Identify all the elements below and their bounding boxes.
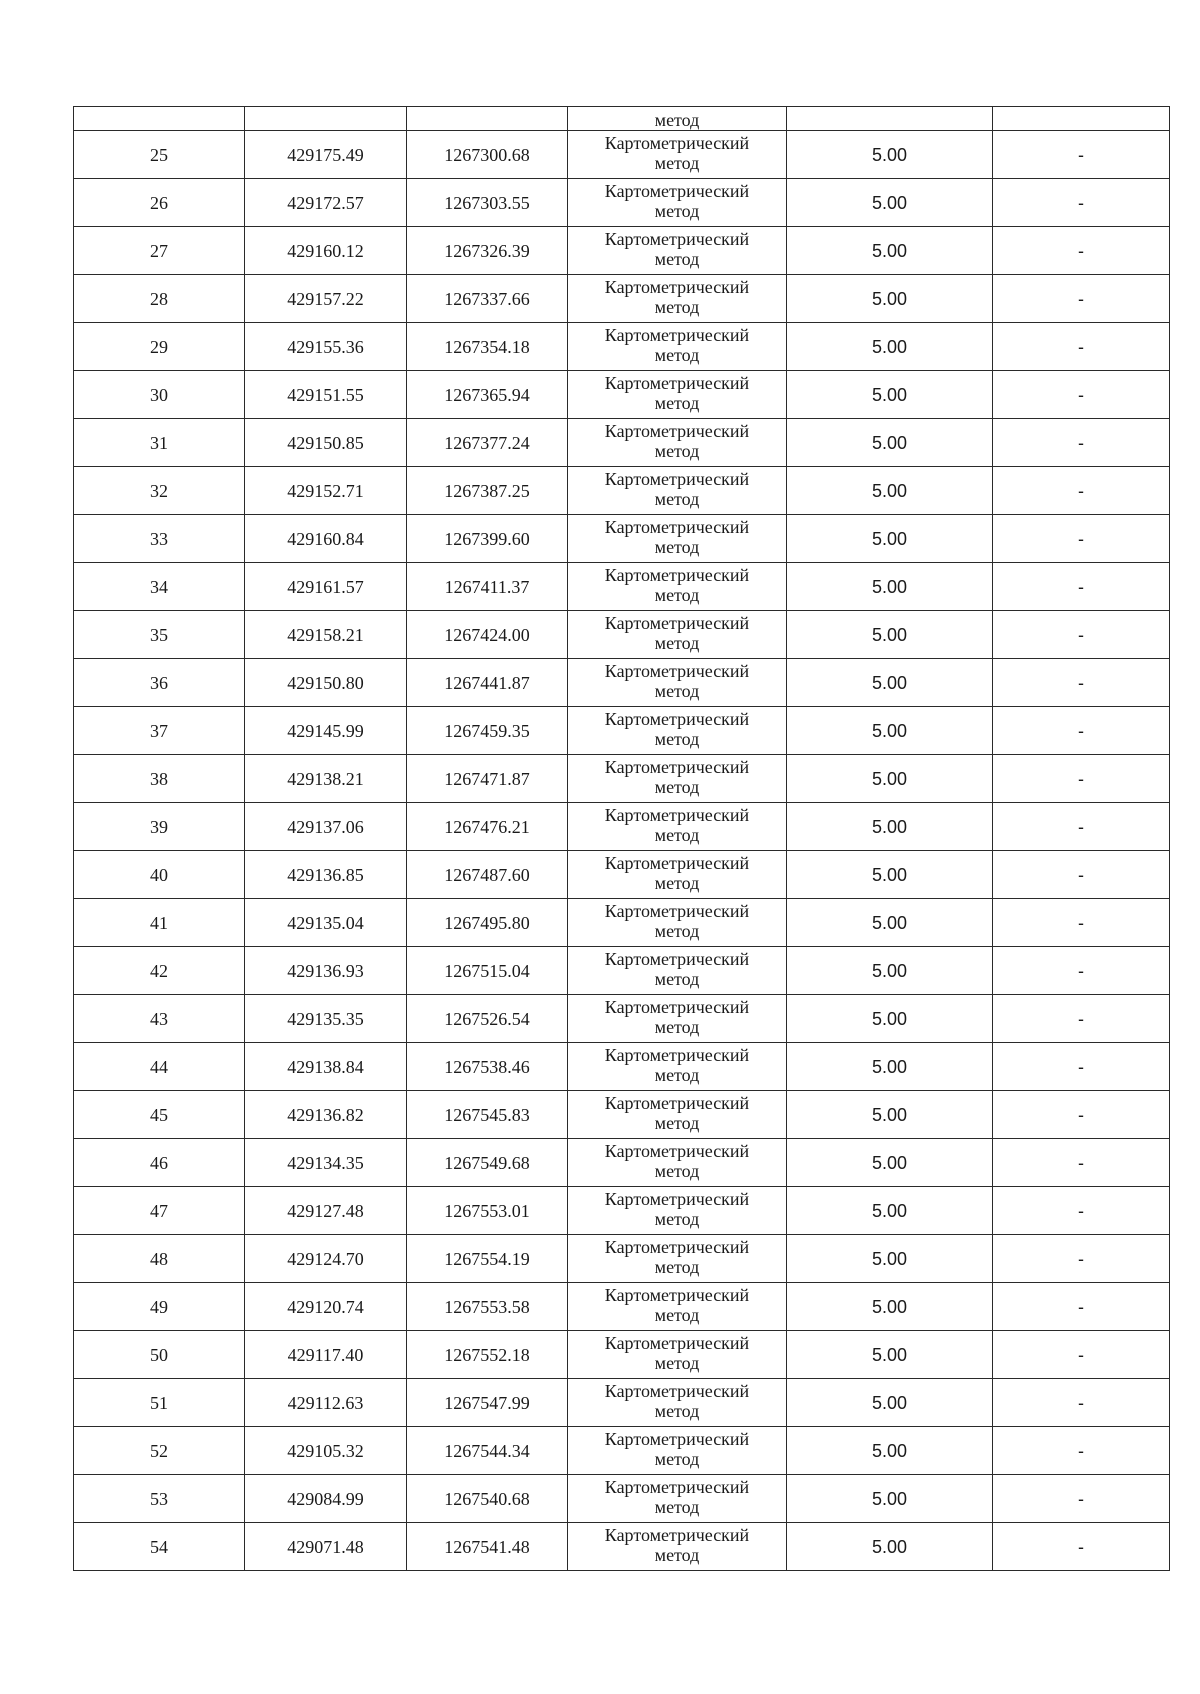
cell-y-coordinate: 1267424.00 — [407, 611, 568, 659]
cell-x-coordinate: 429135.35 — [245, 995, 407, 1043]
table-row — [74, 851, 1170, 899]
method-text-line1: Картометрический — [604, 1236, 750, 1257]
cell-point-number: 33 — [74, 515, 245, 563]
cell-x-coordinate: 429137.06 — [245, 803, 407, 851]
cell-point-number: 26 — [74, 179, 245, 227]
cell-precision: 5.00 — [787, 1427, 993, 1475]
cell-method — [568, 1283, 787, 1331]
method-text-line2: метод — [654, 1400, 700, 1421]
cell-description: - — [993, 899, 1170, 947]
cell-x-coordinate: 429084.99 — [245, 1475, 407, 1523]
table-row — [74, 1235, 1170, 1283]
cell-x-coordinate: 429124.70 — [245, 1235, 407, 1283]
table-row — [74, 899, 1170, 947]
table-row — [74, 179, 1170, 227]
cell-point-number: 47 — [74, 1187, 245, 1235]
cell-method — [568, 1187, 787, 1235]
cell-method — [568, 803, 787, 851]
cell-precision: 5.00 — [787, 563, 993, 611]
cell-point-number: 25 — [74, 131, 245, 179]
table-row — [74, 1139, 1170, 1187]
cell-y-coordinate: 1267554.19 — [407, 1235, 568, 1283]
table-row — [74, 611, 1170, 659]
cell-x-coordinate: 429120.74 — [245, 1283, 407, 1331]
table-row — [74, 1187, 1170, 1235]
table-row — [74, 419, 1170, 467]
cell-description: - — [993, 1091, 1170, 1139]
cell-method — [568, 107, 787, 131]
cell-point-number: 54 — [74, 1523, 245, 1571]
method-text-line2: метод — [654, 200, 700, 221]
cell-point-number: 29 — [74, 323, 245, 371]
cell-description: - — [993, 611, 1170, 659]
table-row-continuation — [74, 107, 1170, 131]
cell-method — [568, 1331, 787, 1379]
cell-precision: 5.00 — [787, 707, 993, 755]
cell-y-coordinate: 1267399.60 — [407, 515, 568, 563]
method-text-line1: Картометрический — [604, 324, 750, 345]
method-text-line2: метод — [654, 1016, 700, 1037]
cell-x-coordinate: 429158.21 — [245, 611, 407, 659]
cell-x-coordinate: 429150.85 — [245, 419, 407, 467]
method-text-line1: Картометрический — [604, 180, 750, 201]
cell-x-coordinate: 429155.36 — [245, 323, 407, 371]
table-row — [74, 371, 1170, 419]
cell-y-coordinate: 1267441.87 — [407, 659, 568, 707]
cell-precision: 5.00 — [787, 323, 993, 371]
method-text-line2: метод — [654, 392, 700, 413]
cell-y-coordinate: 1267538.46 — [407, 1043, 568, 1091]
cell-description: - — [993, 1379, 1170, 1427]
cell-x-coordinate: 429135.04 — [245, 899, 407, 947]
cell-y-coordinate: 1267377.24 — [407, 419, 568, 467]
method-text-line2: метод — [654, 344, 700, 365]
table-row — [74, 659, 1170, 707]
table-body — [74, 107, 1170, 1571]
cell-precision: 5.00 — [787, 851, 993, 899]
cell-method — [568, 1427, 787, 1475]
cell-description: - — [993, 1187, 1170, 1235]
cell-method — [568, 323, 787, 371]
method-text-line2: метод — [654, 1160, 700, 1181]
method-text-line2: метод — [654, 920, 700, 941]
method-text-line1: Картометрический — [604, 804, 750, 825]
method-text-line1: Картометрический — [604, 708, 750, 729]
cell-point-number: 45 — [74, 1091, 245, 1139]
cell-point-number: 31 — [74, 419, 245, 467]
cell-point-number: 48 — [74, 1235, 245, 1283]
method-text-line1: Картометрический — [604, 1380, 750, 1401]
cell-precision: 5.00 — [787, 995, 993, 1043]
cell-point-number: 43 — [74, 995, 245, 1043]
cell-x-coordinate: 429160.12 — [245, 227, 407, 275]
cell-method — [568, 1475, 787, 1523]
method-text-line1: Картометрический — [604, 420, 750, 441]
cell-precision: 5.00 — [787, 1187, 993, 1235]
cell-description: - — [993, 227, 1170, 275]
method-text-line2: метод — [654, 1256, 700, 1277]
cell-x-coordinate — [245, 107, 407, 131]
cell-point-number: 50 — [74, 1331, 245, 1379]
cell-point-number: 32 — [74, 467, 245, 515]
cell-method — [568, 1523, 787, 1571]
cell-y-coordinate: 1267549.68 — [407, 1139, 568, 1187]
cell-precision: 5.00 — [787, 371, 993, 419]
cell-description: - — [993, 371, 1170, 419]
method-text-line1: Картометрический — [604, 1428, 750, 1449]
cell-y-coordinate — [407, 107, 568, 131]
table-row — [74, 995, 1170, 1043]
method-text-line2: метод — [654, 584, 700, 605]
cell-y-coordinate: 1267553.58 — [407, 1283, 568, 1331]
cell-y-coordinate: 1267354.18 — [407, 323, 568, 371]
cell-precision: 5.00 — [787, 1283, 993, 1331]
cell-method — [568, 899, 787, 947]
cell-description: - — [993, 515, 1170, 563]
cell-method — [568, 131, 787, 179]
method-text-line1: Картометрический — [604, 756, 750, 777]
cell-precision: 5.00 — [787, 515, 993, 563]
cell-description: - — [993, 1043, 1170, 1091]
cell-y-coordinate: 1267495.80 — [407, 899, 568, 947]
cell-y-coordinate: 1267553.01 — [407, 1187, 568, 1235]
cell-method — [568, 275, 787, 323]
cell-x-coordinate: 429161.57 — [245, 563, 407, 611]
method-text-line2: метод — [654, 296, 700, 317]
cell-x-coordinate: 429157.22 — [245, 275, 407, 323]
cell-x-coordinate: 429138.84 — [245, 1043, 407, 1091]
cell-description: - — [993, 275, 1170, 323]
table-row — [74, 275, 1170, 323]
method-text-line2: метод — [654, 824, 700, 845]
cell-precision: 5.00 — [787, 131, 993, 179]
coordinates-table — [73, 106, 1170, 1571]
method-text-line2: метод — [654, 1208, 700, 1229]
table-row — [74, 803, 1170, 851]
method-text-line2: метод — [654, 1496, 700, 1517]
cell-precision: 5.00 — [787, 1475, 993, 1523]
cell-y-coordinate: 1267459.35 — [407, 707, 568, 755]
method-text-line2: метод — [654, 680, 700, 701]
cell-description: - — [993, 467, 1170, 515]
cell-precision: 5.00 — [787, 1331, 993, 1379]
cell-description: - — [993, 707, 1170, 755]
method-text-line1: Картометрический — [604, 228, 750, 249]
cell-method — [568, 947, 787, 995]
cell-y-coordinate: 1267471.87 — [407, 755, 568, 803]
cell-point-number — [74, 107, 245, 131]
method-text-line1: Картометрический — [604, 1188, 750, 1209]
table-row — [74, 1091, 1170, 1139]
table-row — [74, 1379, 1170, 1427]
method-text-line1: Картометрический — [604, 372, 750, 393]
cell-y-coordinate: 1267544.34 — [407, 1427, 568, 1475]
cell-method — [568, 419, 787, 467]
cell-description: - — [993, 1283, 1170, 1331]
cell-description: - — [993, 1475, 1170, 1523]
table-row — [74, 515, 1170, 563]
method-text-line1: Картометрический — [604, 660, 750, 681]
method-text-line1: Картометрический — [604, 1044, 750, 1065]
method-text-line1: Картометрический — [604, 468, 750, 489]
method-text-line1: Картометрический — [604, 996, 750, 1017]
cell-point-number: 51 — [74, 1379, 245, 1427]
cell-point-number: 40 — [74, 851, 245, 899]
cell-precision: 5.00 — [787, 899, 993, 947]
cell-description: - — [993, 659, 1170, 707]
table-row — [74, 1331, 1170, 1379]
cell-point-number: 49 — [74, 1283, 245, 1331]
cell-x-coordinate: 429138.21 — [245, 755, 407, 803]
cell-method — [568, 707, 787, 755]
cell-precision: 5.00 — [787, 659, 993, 707]
method-text-line2: метод — [654, 872, 700, 893]
cell-description: - — [993, 1331, 1170, 1379]
cell-y-coordinate: 1267337.66 — [407, 275, 568, 323]
cell-point-number: 34 — [74, 563, 245, 611]
cell-x-coordinate: 429151.55 — [245, 371, 407, 419]
cell-x-coordinate: 429117.40 — [245, 1331, 407, 1379]
cell-precision: 5.00 — [787, 947, 993, 995]
method-text-line1: Картометрический — [604, 1332, 750, 1353]
cell-description: - — [993, 803, 1170, 851]
cell-method — [568, 1043, 787, 1091]
cell-point-number: 52 — [74, 1427, 245, 1475]
cell-description: - — [993, 995, 1170, 1043]
cell-method — [568, 995, 787, 1043]
cell-x-coordinate: 429175.49 — [245, 131, 407, 179]
cell-x-coordinate: 429172.57 — [245, 179, 407, 227]
method-text-line1: Картометрический — [604, 1284, 750, 1305]
cell-method — [568, 1139, 787, 1187]
cell-x-coordinate: 429105.32 — [245, 1427, 407, 1475]
cell-method — [568, 371, 787, 419]
cell-method — [568, 467, 787, 515]
cell-precision: 5.00 — [787, 1523, 993, 1571]
cell-x-coordinate: 429112.63 — [245, 1379, 407, 1427]
method-text-line2: метод — [654, 1352, 700, 1373]
cell-description: - — [993, 1235, 1170, 1283]
cell-method — [568, 227, 787, 275]
method-text-line2: метод — [654, 968, 700, 989]
cell-x-coordinate: 429136.82 — [245, 1091, 407, 1139]
method-text-line1: Картометрический — [604, 564, 750, 585]
cell-point-number: 42 — [74, 947, 245, 995]
cell-description: - — [993, 755, 1170, 803]
method-text: метод — [654, 110, 700, 130]
table-row — [74, 131, 1170, 179]
cell-y-coordinate: 1267487.60 — [407, 851, 568, 899]
cell-y-coordinate: 1267300.68 — [407, 131, 568, 179]
cell-x-coordinate: 429136.85 — [245, 851, 407, 899]
cell-method — [568, 1091, 787, 1139]
table-row — [74, 1427, 1170, 1475]
cell-precision: 5.00 — [787, 1043, 993, 1091]
cell-point-number: 27 — [74, 227, 245, 275]
method-text-line2: метод — [654, 632, 700, 653]
cell-precision: 5.00 — [787, 275, 993, 323]
cell-precision — [787, 107, 993, 131]
cell-point-number: 39 — [74, 803, 245, 851]
method-text-line2: метод — [654, 1448, 700, 1469]
cell-description: - — [993, 851, 1170, 899]
table-row — [74, 563, 1170, 611]
cell-y-coordinate: 1267326.39 — [407, 227, 568, 275]
method-text-line1: Картометрический — [604, 516, 750, 537]
cell-y-coordinate: 1267515.04 — [407, 947, 568, 995]
method-text-line2: метод — [654, 1304, 700, 1325]
cell-point-number: 41 — [74, 899, 245, 947]
cell-point-number: 30 — [74, 371, 245, 419]
method-text-line1: Картометрический — [604, 612, 750, 633]
cell-method — [568, 851, 787, 899]
table-row — [74, 755, 1170, 803]
cell-x-coordinate: 429160.84 — [245, 515, 407, 563]
cell-method — [568, 1235, 787, 1283]
cell-description: - — [993, 323, 1170, 371]
cell-y-coordinate: 1267545.83 — [407, 1091, 568, 1139]
table-row — [74, 227, 1170, 275]
method-text-line2: метод — [654, 1064, 700, 1085]
cell-y-coordinate: 1267552.18 — [407, 1331, 568, 1379]
cell-precision: 5.00 — [787, 1091, 993, 1139]
cell-x-coordinate: 429071.48 — [245, 1523, 407, 1571]
method-text-line1: Картометрический — [604, 852, 750, 873]
method-text-line2: метод — [654, 1112, 700, 1133]
method-text-line2: метод — [654, 728, 700, 749]
method-text-line2: метод — [654, 1544, 700, 1565]
cell-point-number: 35 — [74, 611, 245, 659]
cell-precision: 5.00 — [787, 1139, 993, 1187]
cell-precision: 5.00 — [787, 1379, 993, 1427]
cell-x-coordinate: 429152.71 — [245, 467, 407, 515]
cell-point-number: 44 — [74, 1043, 245, 1091]
cell-method — [568, 659, 787, 707]
table-row — [74, 323, 1170, 371]
table-row — [74, 707, 1170, 755]
cell-method — [568, 755, 787, 803]
cell-description: - — [993, 563, 1170, 611]
method-text-line1: Картометрический — [604, 276, 750, 297]
cell-precision: 5.00 — [787, 227, 993, 275]
cell-x-coordinate: 429136.93 — [245, 947, 407, 995]
cell-description: - — [993, 947, 1170, 995]
cell-description: - — [993, 1139, 1170, 1187]
table-row — [74, 1283, 1170, 1331]
table-row — [74, 467, 1170, 515]
cell-x-coordinate: 429127.48 — [245, 1187, 407, 1235]
cell-description: - — [993, 419, 1170, 467]
cell-precision: 5.00 — [787, 1235, 993, 1283]
table-row — [74, 1475, 1170, 1523]
cell-description: - — [993, 1523, 1170, 1571]
cell-point-number: 28 — [74, 275, 245, 323]
cell-y-coordinate: 1267303.55 — [407, 179, 568, 227]
method-text-line2: метод — [654, 488, 700, 509]
cell-method — [568, 563, 787, 611]
method-text-line1: Картометрический — [604, 1524, 750, 1545]
method-text-line2: метод — [654, 152, 700, 173]
method-text-line1: Картометрический — [604, 948, 750, 969]
cell-x-coordinate: 429134.35 — [245, 1139, 407, 1187]
cell-point-number: 37 — [74, 707, 245, 755]
cell-description: - — [993, 1427, 1170, 1475]
cell-method — [568, 179, 787, 227]
method-text-line2: метод — [654, 776, 700, 797]
cell-method — [568, 611, 787, 659]
cell-point-number: 46 — [74, 1139, 245, 1187]
method-text-line1: Картометрический — [604, 132, 750, 153]
method-text-line1: Картометрический — [604, 1092, 750, 1113]
cell-y-coordinate: 1267411.37 — [407, 563, 568, 611]
cell-point-number: 36 — [74, 659, 245, 707]
cell-y-coordinate: 1267526.54 — [407, 995, 568, 1043]
cell-y-coordinate: 1267547.99 — [407, 1379, 568, 1427]
cell-y-coordinate: 1267365.94 — [407, 371, 568, 419]
table-row — [74, 1523, 1170, 1571]
cell-precision: 5.00 — [787, 419, 993, 467]
method-text-line2: метод — [654, 536, 700, 557]
method-text-line1: Картометрический — [604, 1140, 750, 1161]
cell-method — [568, 515, 787, 563]
method-text-line1: Картометрический — [604, 1476, 750, 1497]
cell-description: - — [993, 131, 1170, 179]
method-text-line1: Картометрический — [604, 900, 750, 921]
cell-y-coordinate: 1267476.21 — [407, 803, 568, 851]
cell-description — [993, 107, 1170, 131]
cell-y-coordinate: 1267540.68 — [407, 1475, 568, 1523]
cell-y-coordinate: 1267387.25 — [407, 467, 568, 515]
method-text-line2: метод — [654, 248, 700, 269]
cell-precision: 5.00 — [787, 803, 993, 851]
cell-x-coordinate: 429150.80 — [245, 659, 407, 707]
cell-y-coordinate: 1267541.48 — [407, 1523, 568, 1571]
method-text-line2: метод — [654, 440, 700, 461]
cell-precision: 5.00 — [787, 179, 993, 227]
cell-precision: 5.00 — [787, 755, 993, 803]
cell-description: - — [993, 179, 1170, 227]
cell-precision: 5.00 — [787, 611, 993, 659]
cell-x-coordinate: 429145.99 — [245, 707, 407, 755]
table-row — [74, 1043, 1170, 1091]
table-row — [74, 947, 1170, 995]
cell-precision: 5.00 — [787, 467, 993, 515]
cell-point-number: 38 — [74, 755, 245, 803]
cell-point-number: 53 — [74, 1475, 245, 1523]
cell-method — [568, 1379, 787, 1427]
